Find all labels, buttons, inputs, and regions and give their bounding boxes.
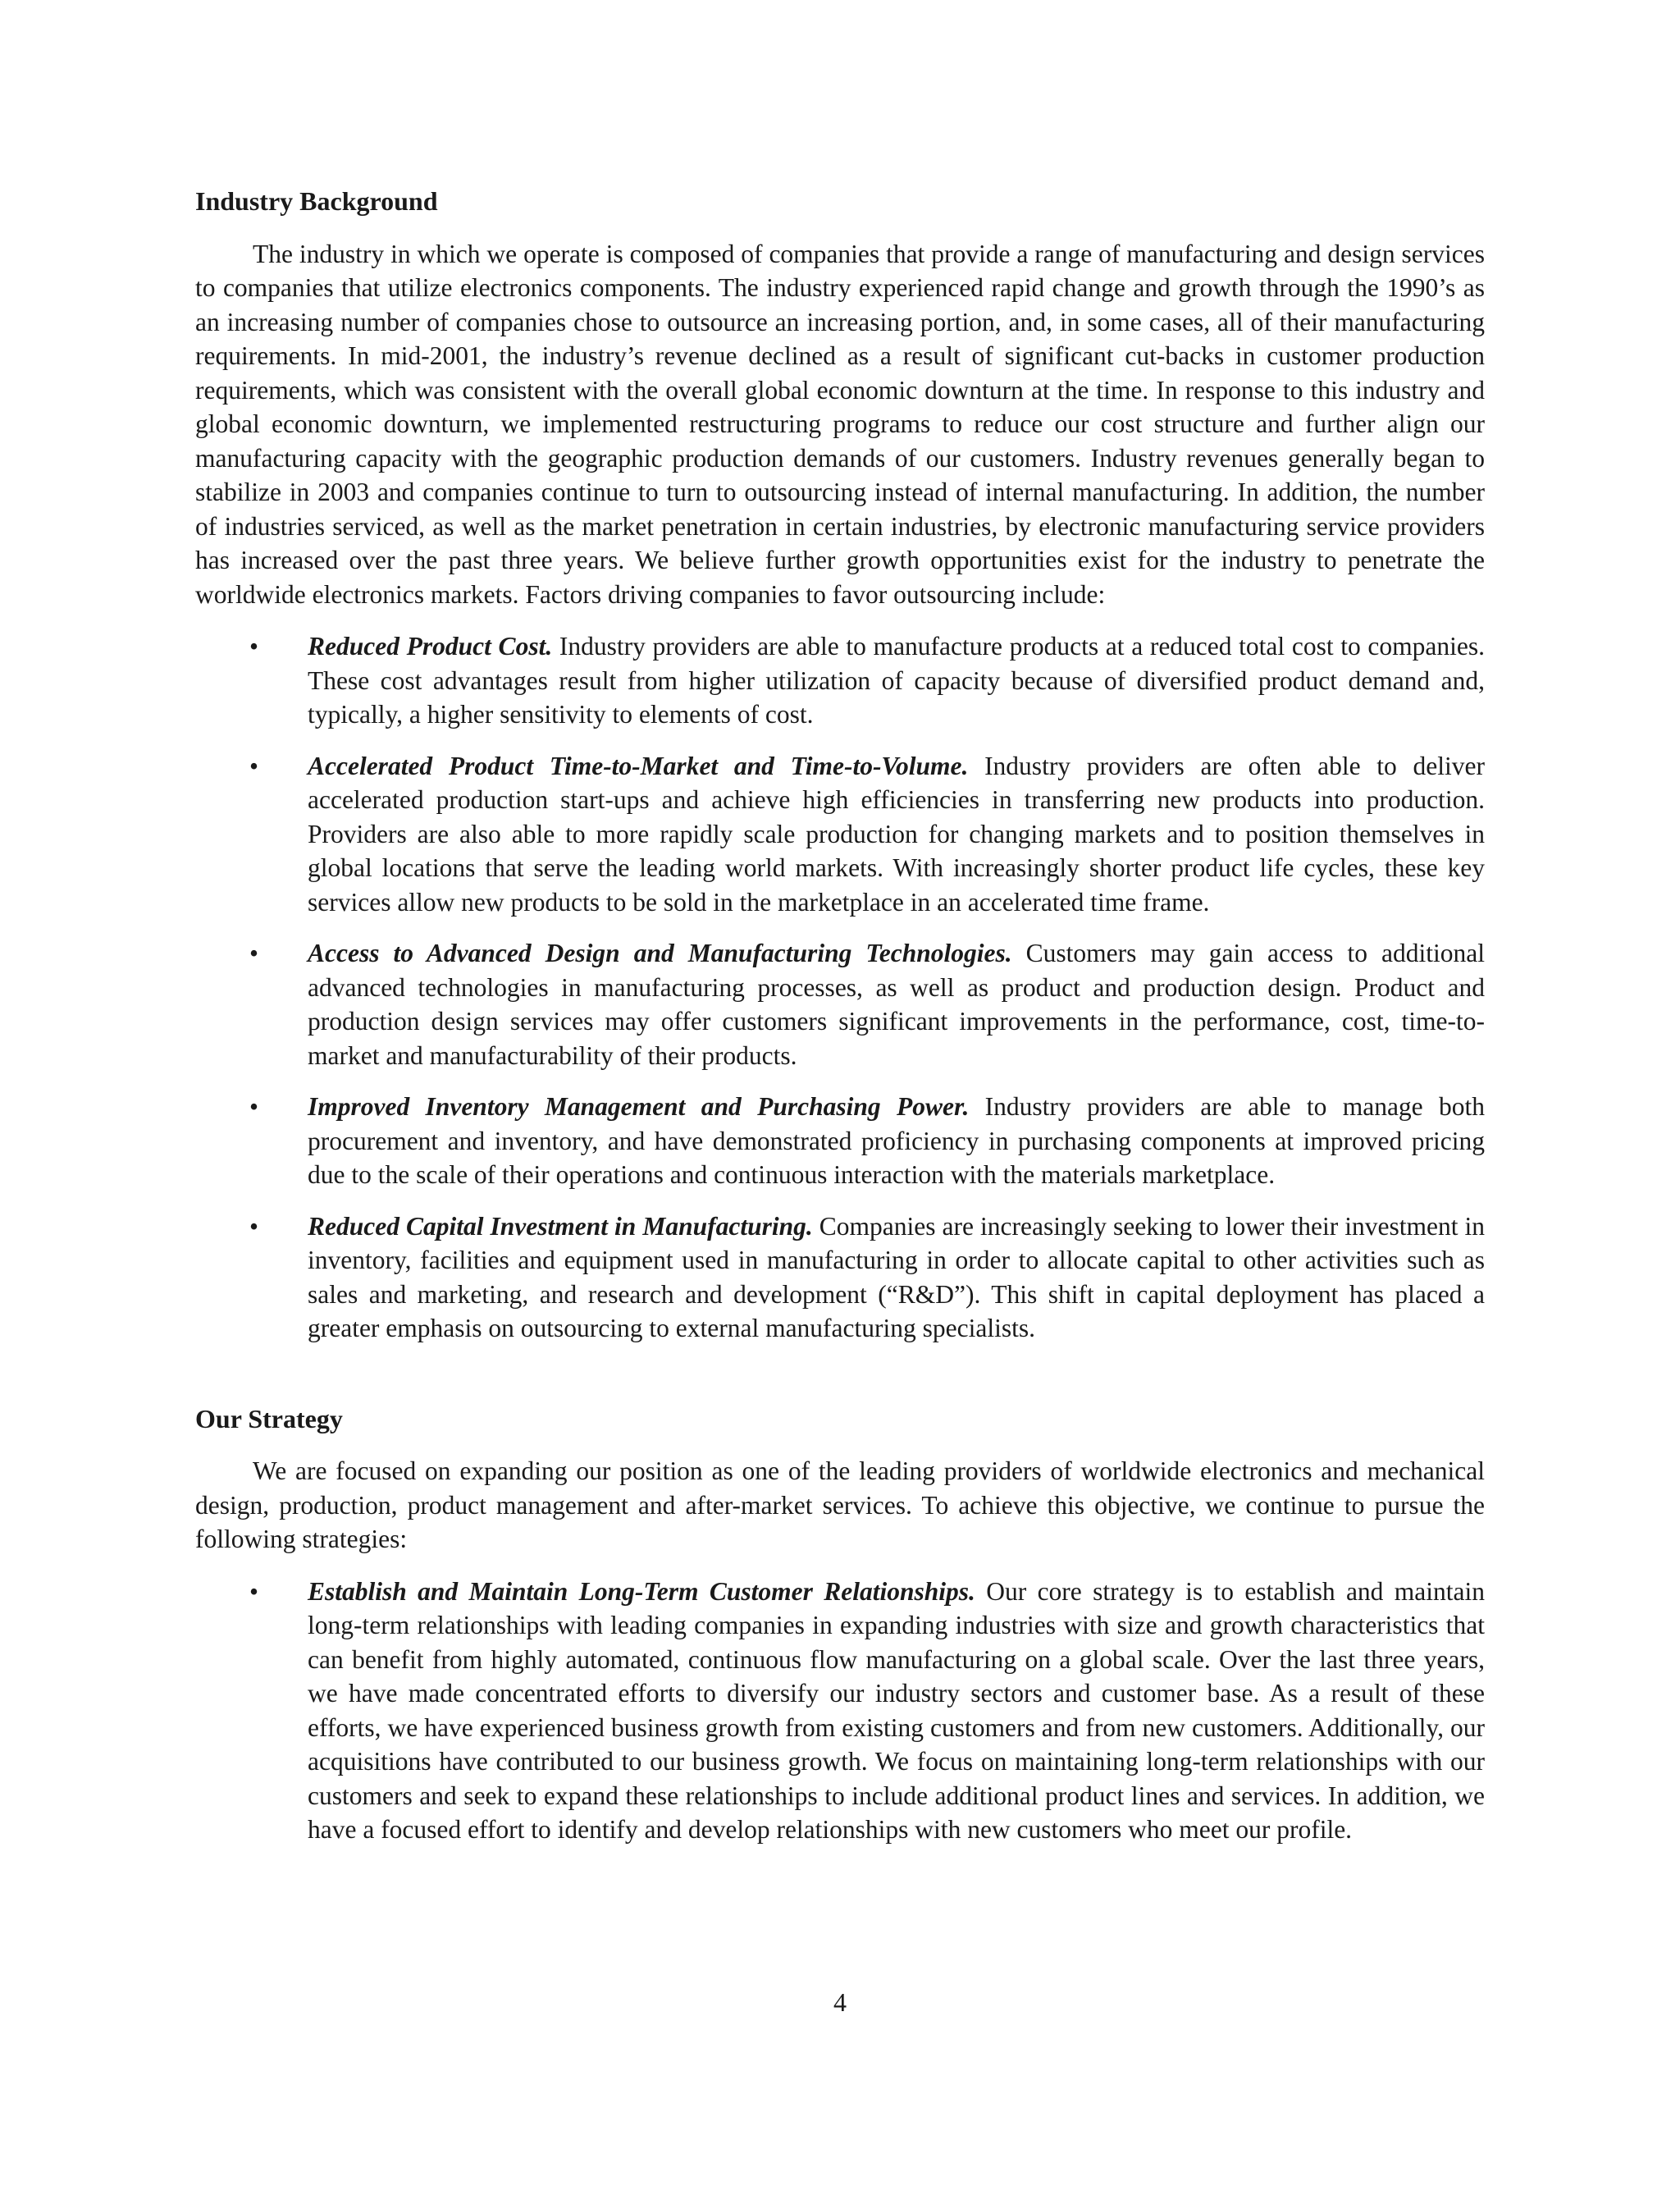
section-intro-paragraph: We are focused on expanding our position as one of the leading providers of worldwide electronics and mechanical design, production, product management and after-market services. To achieve this objective, we continue to pursue the following strategies:: [195, 1456, 1485, 1553]
page-number: 4: [833, 1987, 847, 2017]
list-item-title: Reduced Product Cost.: [308, 632, 553, 661]
list-item: [195, 1209, 1485, 1346]
section-spacer: [195, 1363, 1485, 1402]
strategies-list: [195, 1575, 1485, 1847]
list-item: [195, 1090, 1485, 1192]
bullet-icon: •: [249, 632, 259, 661]
list-item: [195, 1575, 1485, 1847]
bullet-icon: •: [249, 1211, 259, 1241]
list-item-text: Our core strategy is to establish and maintain long-term relationships with leading companies in expanding industries with size and growth characteristics that can benefit from highly automated, continuous flow manufacturing on a global scale. Over the last three years, we have made concentrated efforts to diversify our industry sectors and customer base. As a result of these efforts, we have experienced business growth from existing customers and from new customers. Additionally, our acquisitions have contributed to our business growth. We focus on maintaining long-term relationships with our customers and seek to expand these relationships to include additional product lines and services. In addition, we have a focused effort to identify and develop relationships with new customers who meet our profile.: [308, 1576, 1485, 1844]
list-item-text: Companies are increasingly seeking to lower their investment in inventory, facilities and equipment used in manufacturing in order to allocate capital to other activities such as sales and marketing, and research and development (“R&D”). This shift in capital deployment has placed a greater emphasis on outsourcing to external manufacturing specialists.: [308, 1211, 1485, 1342]
bullet-icon: •: [249, 1576, 259, 1606]
list-item: [195, 936, 1485, 1072]
section-intro-paragraph: The industry in which we operate is composed of companies that provide a range of manufacturing and design services to companies that utilize electronics components. The industry experienced rapid change and growth through the 1990’s as an increasing number of companies chose to outsource an increasing portion, and, in some cases, all of their manufacturing requirements. In mid-2001, the industry’s revenue declined as a result of significant cut-backs in customer production requirements, which was consistent with the overall global economic downturn at the time. In response to this industry and global economic downturn, we implemented restructuring programs to reduce our cost structure and further align our manufacturing capacity with the geographic production demands of our customers. Industry revenues generally began to stabilize in 2003 and companies continue to turn to outsourcing instead of internal manufacturing. In addition, the number of industries serviced, as well as the market penetration in certain industries, by electronic manufacturing service providers has increased over the past three years. We believe further growth opportunities exist for the industry to penetrate the worldwide electronics markets. Factors driving companies to favor outsourcing include:: [195, 239, 1485, 609]
list-item-text: Industry providers are able to manufacture products at a reduced total cost to companies. These cost advantages result from higher utilization of capacity because of diversified product demand and, typically, a higher sensitivity to elements of cost.: [308, 632, 1485, 729]
list-item-title: Access to Advanced Design and Manufacturing Technologies.: [308, 939, 1012, 967]
list-item-text: Customers may gain access to additional advanced technologies in manufacturing processes, as well as product and production design. Product and production design services may offer customers significant improvements in the performance, cost, time-to-market and manufacturability of their products.: [308, 939, 1485, 1070]
list-item-title: Establish and Maintain Long-Term Customer Relationships.: [308, 1576, 975, 1606]
list-item-title: Accelerated Product Time-to-Market and Time-to-Volume.: [308, 751, 969, 780]
list-item: [195, 629, 1485, 732]
section-heading-industry-background: Industry Background: [195, 186, 438, 216]
list-item-title: Improved Inventory Management and Purchasing Power.: [308, 1092, 970, 1121]
bullet-icon: •: [249, 1092, 259, 1121]
list-item-text: Industry providers are often able to deliver accelerated production start-ups and achieve high efficiencies in transferring new products into production. Providers are also able to more rapidly scale production for changing markets and to position themselves in global locations that serve the leading world markets. With increasingly shorter product life cycles, these key services allow new products to be sold in the marketplace in an accelerated time frame.: [308, 751, 1485, 917]
section-heading-our-strategy: Our Strategy: [195, 1403, 343, 1433]
factors-list: [195, 629, 1485, 1346]
list-item-title: Reduced Capital Investment in Manufacturing.: [308, 1211, 813, 1241]
bullet-icon: •: [249, 751, 259, 780]
document-page: [195, 185, 1485, 1864]
list-item-text: Industry providers are able to manage both procurement and inventory, and have demonstrated proficiency in purchasing components at improved pricing due to the scale of their operations and continuous interaction with the materials marketplace.: [308, 1092, 1485, 1189]
bullet-icon: •: [249, 939, 259, 967]
list-item: [195, 749, 1485, 920]
